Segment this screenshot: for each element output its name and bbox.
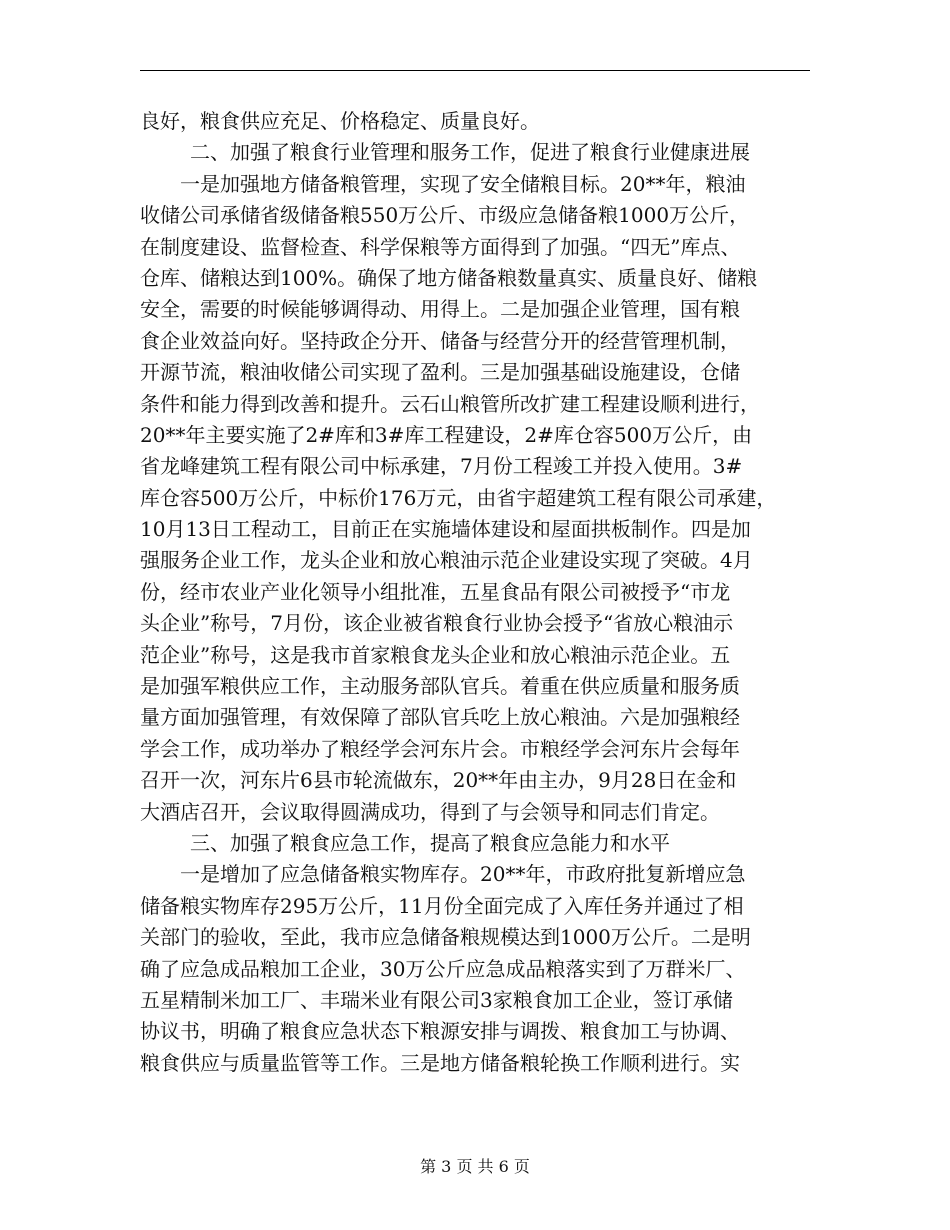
text-line: 条件和能力得到改善和提升。云石山粮管所改扩建工程建设顺利进行， xyxy=(140,391,760,416)
text-line: 召开一次，河东片6县市轮流做东，20**年由主办，9月28日在金和 xyxy=(140,768,737,793)
header-rule xyxy=(140,70,810,71)
text-line: 在制度建设、监督检查、科学保粮等方面得到了加强。“四无”库点、 xyxy=(140,234,741,259)
text-line: 强服务企业工作，龙头企业和放心粮油示范企业建设实现了突破。4月 xyxy=(140,548,753,573)
text-line: 份，经市农业产业化领导小组批准，五星食品有限公司被授予“市龙 xyxy=(140,579,731,604)
text-line: 协议书，明确了粮食应急状态下粮源安排与调拨、粮食加工与协调、 xyxy=(140,1019,740,1044)
section-heading-2: 二、加强了粮食行业管理和服务工作，促进了粮食行业健康进展 xyxy=(190,140,750,165)
body-text xyxy=(140,106,816,1079)
text-line: 是加强军粮供应工作，主动服务部队官兵。着重在供应质量和服务质 xyxy=(140,674,740,699)
text-line: 范企业”称号，这是我市首家粮食龙头企业和放心粮油示范企业。五 xyxy=(140,642,731,667)
text-line: 一是增加了应急储备粮实物库存。20**年，市政府批复新增应急 xyxy=(180,862,746,887)
text-line: 收储公司承储省级储备粮550万公斤、市级应急储备粮1000万公斤， xyxy=(140,203,750,228)
section-heading-3: 三、加强了粮食应急工作，提高了粮食应急能力和水平 xyxy=(190,830,670,855)
text-line: 仓库、储粮达到100%。确保了地方储备粮数量真实、质量良好、储粮 xyxy=(140,265,758,290)
text-line: 开源节流，粮油收储公司实现了盈利。三是加强基础设施建设，仓储 xyxy=(140,360,740,385)
text-line: 量方面加强管理，有效保障了部队官兵吃上放心粮油。六是加强粮经 xyxy=(140,705,740,730)
text-line: 储备粮实物库存295万公斤，11月份全面完成了入库任务并通过了相 xyxy=(140,893,744,918)
text-line: 五星精制米加工厂、丰瑞米业有限公司3家粮食加工企业，签订承储 xyxy=(140,987,733,1012)
text-line: 安全，需要的时候能够调得动、用得上。二是加强企业管理，国有粮 xyxy=(140,297,740,322)
text-line: 头企业”称号，7月份，该企业被省粮食行业协会授予“省放心粮油示 xyxy=(140,611,734,636)
text-line: 确了应急成品粮加工企业，30万公斤应急成品粮落实到了万群米厂、 xyxy=(140,956,746,981)
text-line: 食企业效益向好。坚持政企分开、储备与经营分开的经营管理机制， xyxy=(140,328,740,353)
text-line: 一是加强地方储备粮管理，实现了安全储粮目标。20**年，粮油 xyxy=(180,171,746,196)
text-line: 关部门的验收，至此，我市应急储备粮规模达到1000万公斤。二是明 xyxy=(140,925,751,950)
text-line: 省龙峰建筑工程有限公司中标承建，7月份工程竣工并投入使用。3# xyxy=(140,454,743,479)
text-line: 库仓容500万公斤，中标价176万元，由省宇超建筑工程有限公司承建， xyxy=(140,485,777,510)
text-line: 学会工作，成功举办了粮经学会河东片会。市粮经学会河东片会每年 xyxy=(140,736,740,761)
text-line: 良好，粮食供应充足、价格稳定、质量良好。 xyxy=(140,109,540,133)
text-line: 20**年主要实施了2#库和3#库工程建设，2#库仓容500万公斤，由 xyxy=(140,422,753,447)
text-line: 粮食供应与质量监管等工作。三是地方储备粮轮换工作顺利进行。实 xyxy=(140,1050,740,1075)
text-line: 10月13日工程动工，目前正在实施墙体建设和屋面拱板制作。四是加 xyxy=(140,517,751,542)
page-footer: 第 3 页 共 6 页 xyxy=(420,1157,530,1176)
text-line: 大酒店召开，会议取得圆满成功，得到了与会领导和同志们肯定。 xyxy=(140,799,720,824)
